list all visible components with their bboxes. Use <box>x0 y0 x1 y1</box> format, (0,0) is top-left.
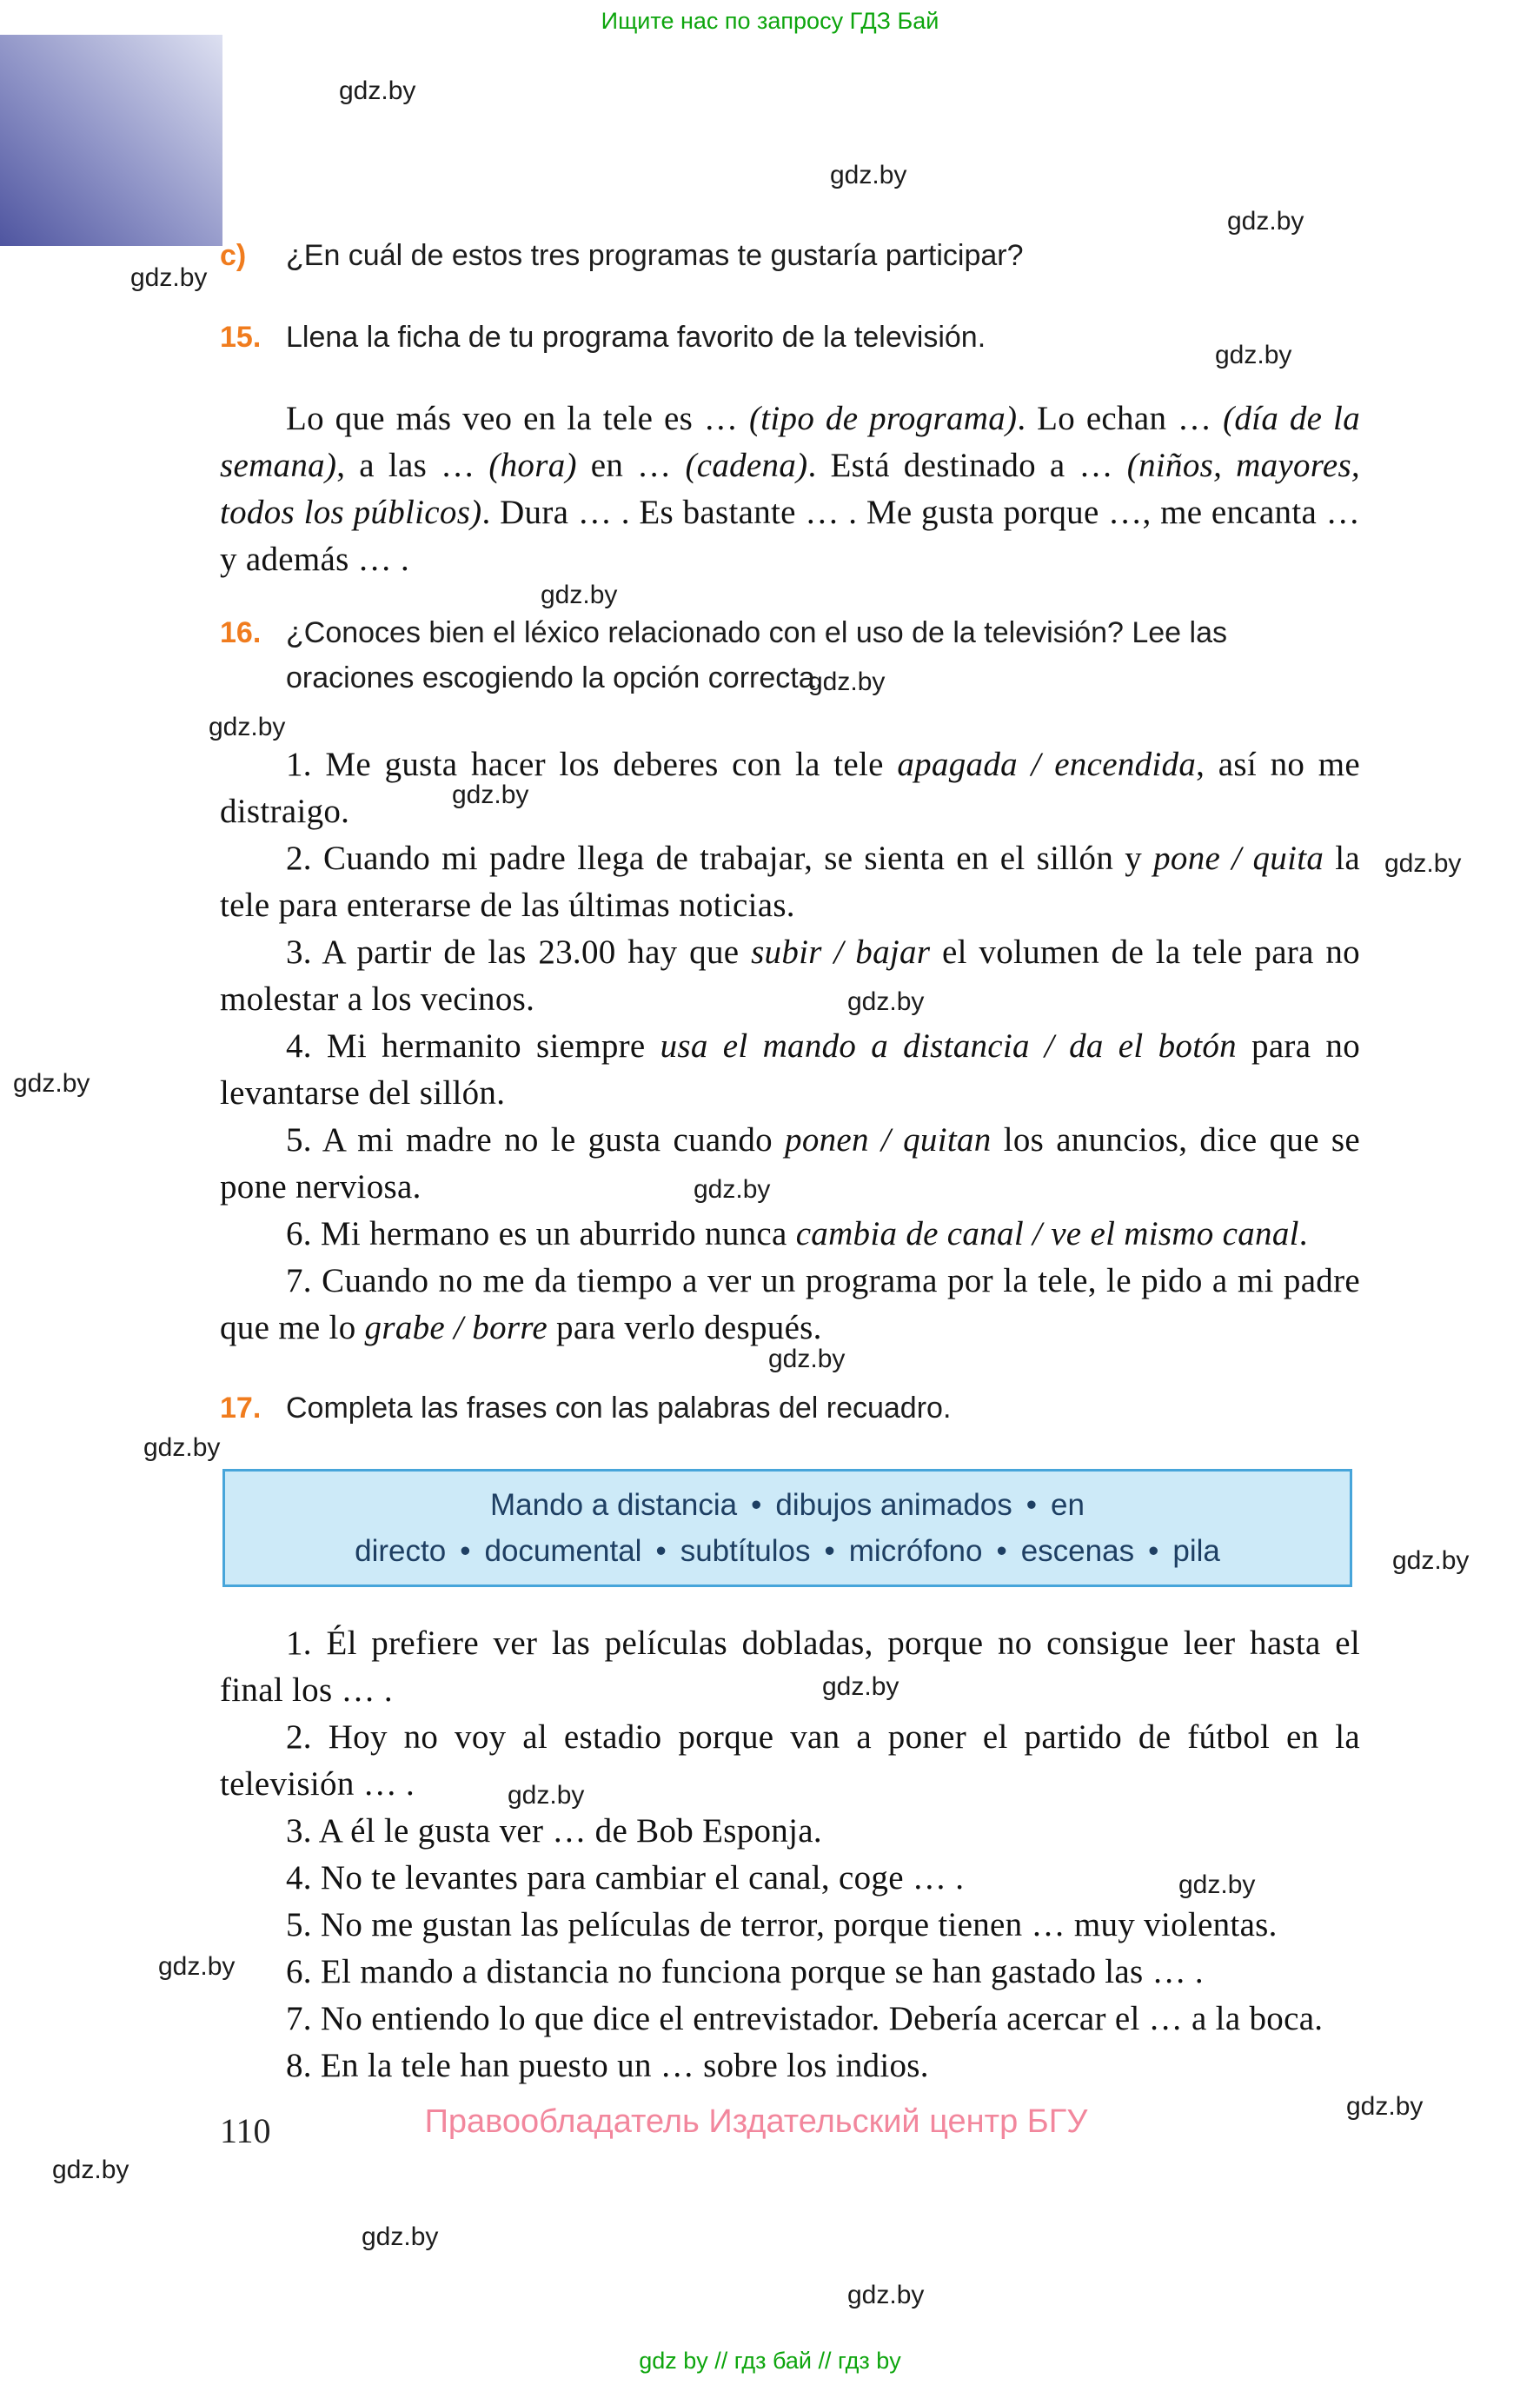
sentence <box>220 741 1360 835</box>
exercise-17-sentences <box>220 1620 1360 2089</box>
bullet-icon: • <box>824 1534 835 1568</box>
exercise-17-number: 17. <box>220 1392 262 1425</box>
bullet-icon: • <box>751 1488 762 1522</box>
watermark: gdz.by <box>1178 1870 1256 1899</box>
watermark: gdz.by <box>508 1781 585 1810</box>
sentence-text: 7. Cuando no me da tiempo a ver un programa por la tele, le pido a mi padre que me lo <box>220 1262 1360 1346</box>
sentence: 3. A él le gusta ver … de Bob Esponja. <box>286 1812 822 1850</box>
page-number: 110 <box>220 2111 271 2150</box>
sentence: 6. El mando a distancia no funciona porque se han gastado las … . <box>286 1953 1204 1990</box>
sentence-text: los anuncios, dice que se pone nerviosa. <box>220 1121 1360 1206</box>
watermark: gdz.by <box>339 76 416 105</box>
sentence-text: . Dura … . Es bastante … . Me gusta porque …, me encanta … y además … . <box>220 494 1360 578</box>
word-box-item: escenas <box>1020 1534 1135 1568</box>
watermark: gdz.by <box>1227 207 1304 236</box>
ficha-paragraph <box>220 395 1360 583</box>
copyright-text: Правообладатель Издательский центр БГУ <box>424 2103 1088 2140</box>
bullet-icon: • <box>1148 1534 1159 1568</box>
word-box-item: en directo <box>355 1488 1085 1568</box>
watermark: gdz.by <box>822 1672 899 1701</box>
exercise-16-sentences <box>220 741 1360 1352</box>
watermark: gdz.by <box>541 581 618 609</box>
bullet-icon: • <box>1026 1488 1038 1522</box>
exercise-c <box>220 233 1360 278</box>
sentence-text: 2. Cuando mi padre llega de trabajar, se sienta en el sillón y <box>286 840 1154 877</box>
sentence-text: 1. Me gusta hacer los deberes con la tele <box>286 746 898 783</box>
exercise-c-label: c) <box>220 239 247 272</box>
bottom-banner-text: gdz by // гдз бай // гдз by <box>639 2348 901 2374</box>
sentence: 8. En la tele han puesto un … sobre los indios. <box>286 2047 929 2084</box>
word-box-item: micrófono <box>848 1534 983 1568</box>
sentence: 1. Él prefiere ver las películas dobladas, porque no consigue leer hasta el final los … . <box>220 1624 1360 1709</box>
italic-option-text: grabe / borre <box>364 1309 548 1346</box>
watermark: gdz.by <box>830 161 907 189</box>
watermark: gdz.by <box>1346 2092 1424 2121</box>
sentence-text: la tele para enterarse de las últimas noticias. <box>220 840 1361 924</box>
sentence: 2. Hoy no voy al estadio porque van a poner el partido de fútbol en la televisión … . <box>220 1718 1360 1803</box>
sentence-text: . Está destinado a … <box>807 447 1127 484</box>
top-banner-text: Ищите нас по запросу ГДЗ Бай <box>601 8 939 34</box>
word-box-item: dibujos animados <box>775 1488 1012 1522</box>
watermark: gdz.by <box>143 1433 221 1462</box>
sentence-text: el volumen de la tele para no molestar a los vecinos. <box>220 933 1360 1018</box>
watermark: gdz.by <box>452 781 529 809</box>
watermark: gdz.by <box>1215 341 1292 369</box>
watermark: gdz.by <box>52 2156 129 2184</box>
watermark: gdz.by <box>13 1069 90 1098</box>
watermark: gdz.by <box>209 713 286 741</box>
sentence-text: 4. Mi hermanito siempre <box>286 1027 660 1065</box>
watermark: gdz.by <box>158 1952 236 1981</box>
bullet-icon: • <box>655 1534 667 1568</box>
sentence-text: en … <box>576 447 686 484</box>
watermark: gdz.by <box>808 668 886 696</box>
italic-option-text: (hora) <box>488 447 577 484</box>
watermark: gdz.by <box>768 1345 846 1373</box>
italic-option-text: cambia de canal / ve el mismo canal <box>795 1215 1299 1252</box>
italic-option-text: (día de la semana) <box>220 400 1360 484</box>
sentence-text: . Lo echan … <box>1017 400 1224 437</box>
sentence-text: , a las … <box>336 447 489 484</box>
sentence <box>220 1211 1360 1258</box>
sentence-text: para no levantarse del sillón. <box>220 1027 1360 1112</box>
sentence <box>220 929 1360 1023</box>
sentence: 4. No te levantes para cambiar el canal, coge … . <box>286 1859 965 1897</box>
bullet-icon: • <box>460 1534 471 1568</box>
watermark: gdz.by <box>847 2281 925 2309</box>
watermark: gdz.by <box>130 263 208 292</box>
italic-option-text: subir / bajar <box>751 933 931 971</box>
sentence: 5. No me gustan las películas de terror, porque tienen … muy violentas. <box>286 1906 1278 1943</box>
exercise-15-instruction: Llena la ficha de tu programa favorito de la televisión. <box>286 321 986 354</box>
italic-option-text: usa el mando a distancia / da el botón <box>660 1027 1237 1065</box>
sentence <box>220 1258 1360 1352</box>
exercise-15-text <box>220 395 1360 583</box>
watermark: gdz.by <box>847 987 925 1016</box>
italic-option-text: apagada / encendida <box>897 746 1197 783</box>
sentence <box>220 1117 1360 1211</box>
sentence: 7. No entiendo lo que dice el entrevistador. Debería acercar el … a la boca. <box>286 2000 1324 2037</box>
word-box-item: subtítulos <box>680 1534 811 1568</box>
exercise-16-number: 16. <box>220 616 262 649</box>
sentence <box>220 835 1360 929</box>
word-box-item: pila <box>1172 1534 1220 1568</box>
exercise-17-header <box>220 1385 1360 1431</box>
italic-option-text: pone / quita <box>1153 840 1324 877</box>
exercise-16-header <box>220 610 1360 701</box>
sentence-text: para verlo después. <box>548 1309 822 1346</box>
exercise-17-instruction: Completa las frases con las palabras del recuadro. <box>286 1392 952 1425</box>
exercise-15-header <box>220 315 1360 360</box>
sentence-text: Lo que más veo en la tele es … <box>286 400 749 437</box>
italic-option-text: ponen / quitan <box>785 1121 992 1159</box>
exercise-c-instruction: ¿En cuál de estos tres programas te gustaría participar? <box>286 239 1024 272</box>
exercise-15-number: 15. <box>220 321 262 354</box>
bullet-icon: • <box>996 1534 1007 1568</box>
decorative-corner-gradient <box>0 35 222 246</box>
sentence <box>220 1023 1360 1117</box>
italic-option-text: (tipo de programa) <box>748 400 1018 437</box>
watermark: gdz.by <box>1384 849 1462 878</box>
watermark: gdz.by <box>694 1175 771 1204</box>
sentence-text: , así no me distraigo. <box>220 746 1360 830</box>
exercise-16-instruction: ¿Conoces bien el léxico relacionado con el uso de la televisión? Lee las oraciones escogiendo la opción correcta. <box>286 616 1228 694</box>
word-box-item: documental <box>484 1534 642 1568</box>
word-box-item: Mando a distancia <box>490 1488 738 1522</box>
sentence-text: 5. A mi madre no le gusta cuando <box>286 1121 786 1159</box>
watermark: gdz.by <box>362 2222 439 2251</box>
italic-option-text: (cadena) <box>685 447 808 484</box>
sentence-text: 6. Mi hermano es un aburrido nunca <box>286 1215 796 1252</box>
sentence-text: . <box>1298 1215 1308 1252</box>
word-box <box>222 1469 1352 1587</box>
italic-option-text: (niños, mayores, todos los públicos) <box>220 447 1360 531</box>
watermark: gdz.by <box>1392 1546 1470 1575</box>
sentence-text: 3. A partir de las 23.00 hay que <box>286 933 752 971</box>
